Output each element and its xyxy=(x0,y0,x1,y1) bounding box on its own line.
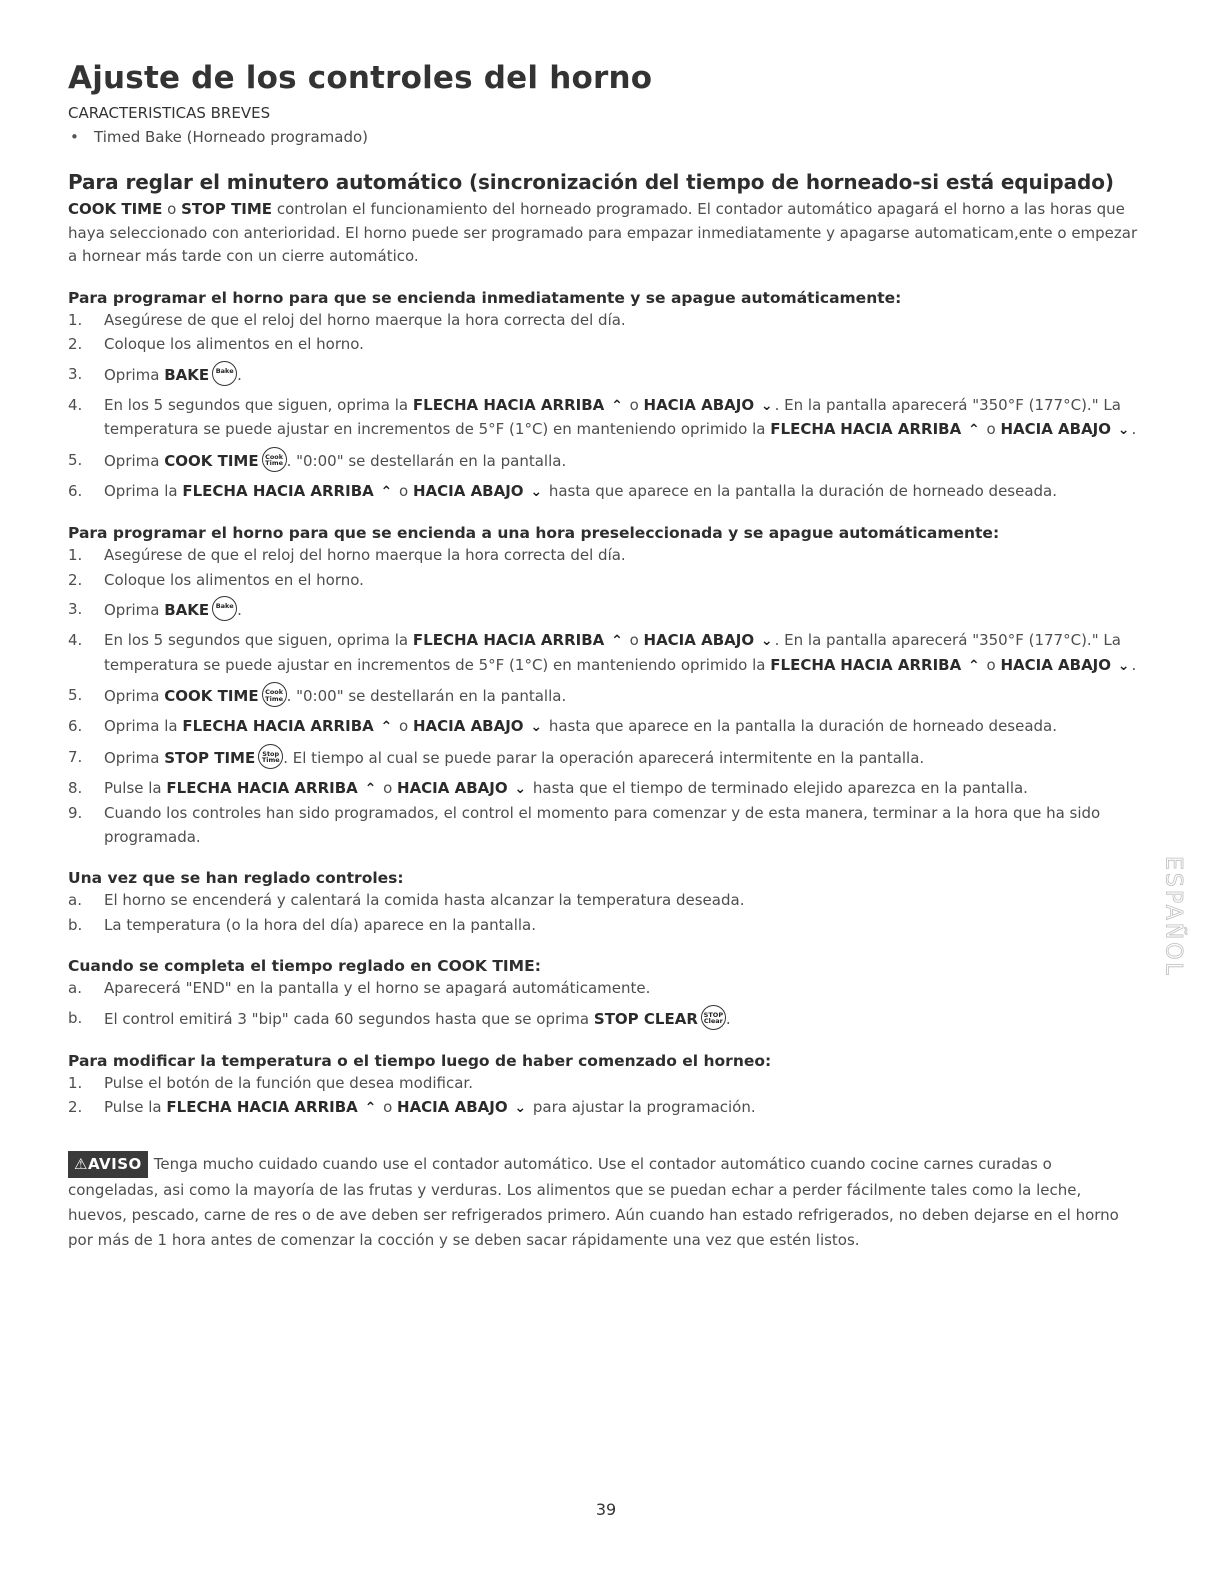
bake-button-icon: Bake xyxy=(212,361,237,386)
step: 2. Coloque los alimentos en el horno. xyxy=(68,335,364,353)
step: 5. Oprima COOK TIME Cook Time . "0:00" se destellarán en la pantalla. xyxy=(68,684,1138,709)
cook-time-button-icon: Cook Time xyxy=(262,447,287,472)
arrow-down-icon: ⌄ xyxy=(760,397,773,414)
step: 6. Oprima la FLECHA HACIA ARRIBA ⌃ o HACIA ABAJO ⌄ hasta que aparece en la pantalla la duración de horneado deseada. xyxy=(68,717,1058,735)
step: 6. Oprima la FLECHA HACIA ARRIBA ⌃ o HACIA ABAJO ⌄ hasta que aparece en la pantalla la duración de horneado deseada. xyxy=(68,481,1058,500)
arrow-up-icon: ⌃ xyxy=(380,719,393,735)
arrow-up-icon: ⌃ xyxy=(380,483,393,500)
arrow-down-icon: ⌄ xyxy=(760,633,773,649)
page-title: Ajuste de los controles del horno xyxy=(68,60,653,96)
step: a. El horno se encenderá y calentará la comida hasta alcanzar la temperatura deseada. xyxy=(68,891,745,909)
arrow-down-icon: ⌄ xyxy=(514,1100,527,1116)
stop-clear-button-icon: STOP Clear xyxy=(701,1005,726,1030)
features-list xyxy=(68,126,1138,148)
step: 4. En los 5 segundos que siguen, oprima la FLECHA HACIA ARRIBA ⌃ o HACIA ABAJO ⌄ . En la pantalla aparecerá "350°F (177°C)." La temperatura se puede ajustar en incrementos de 5°F (1°C) en manteniendo oprimido la FLECHA HACIA ARRIBA ⌃ o HACIA ABAJO ⌄ . xyxy=(68,631,1137,674)
proc2-heading: Para programar el horno para que se encienda a una hora preseleccionada y se apague automáticamente: xyxy=(68,524,1000,542)
step: 5. Oprima COOK TIME Cook Time . "0:00" se destellarán en la pantalla. xyxy=(68,449,1138,474)
arrow-up-icon: ⌃ xyxy=(967,422,980,438)
stop-time-button-icon: Stop Time xyxy=(258,744,283,769)
step: 1. Asegúrese de que el reloj del horno maerque la hora correcta del día. xyxy=(68,546,626,564)
step: b. La temperatura (o la hora del día) aparece en la pantalla. xyxy=(68,915,537,934)
proc1-steps xyxy=(68,309,1138,505)
language-side-tab: ESPAÑOL xyxy=(1160,856,1186,978)
step: a. Aparecerá "END" en la pantalla y el horno se apagará automáticamente. xyxy=(68,979,651,997)
modify-list xyxy=(68,1072,1138,1121)
warning-paragraph xyxy=(68,1151,1138,1253)
arrow-up-icon: ⌃ xyxy=(364,780,377,797)
step: 9. Cuando los controles han sido programados, el control el momento para comenzar y de esta manera, terminar a la hora que ha sido programada. xyxy=(68,804,1101,846)
modify-heading: Para modificar la temperatura o el tiempo luego de haber comenzado el horneo: xyxy=(68,1051,772,1070)
arrow-up-icon: ⌃ xyxy=(967,657,980,674)
cook-time-button-icon: Cook Time xyxy=(262,682,287,707)
warning-text: Tenga mucho cuidado cuando use el contador automático. Use el contador automático cuando cocine carnes curadas o congeladas, asi como la mayoría de las frutas y verduras. Los alimentos que se puedan echar a perder fácilmente tales como la leche, huevos, pescado, carne de res o de ave deben ser refrigerados primero. Aún cuando han estado refrigerados, no deben dejarse en el horno por más de 1 hora antes de comenzar la cocción y se deben sacar rápidamente una vez que estén listos. xyxy=(68,1154,1119,1249)
arrow-up-icon: ⌃ xyxy=(611,397,623,414)
complete-list xyxy=(68,977,1138,1032)
arrow-down-icon: ⌄ xyxy=(530,719,543,735)
arrow-up-icon: ⌃ xyxy=(364,1100,377,1116)
step: 2. Coloque los alimentos en el horno. xyxy=(68,570,364,589)
stop-time-label: STOP TIME xyxy=(181,200,273,218)
cook-time-label: COOK TIME xyxy=(68,200,163,218)
complete-heading: Cuando se completa el tiempo reglado en COOK TIME: xyxy=(68,957,541,975)
feature-item: • Timed Bake (Horneado programado) xyxy=(68,126,1138,148)
warning-badge: ⚠AVISO xyxy=(68,1151,148,1178)
arrow-down-icon: ⌄ xyxy=(530,483,543,500)
step: 4. En los 5 segundos que siguen, oprima la FLECHA HACIA ARRIBA ⌃ o HACIA ABAJO ⌄ . En la pantalla aparecerá "350°F (177°C)." La temperatura se puede ajustar en incrementos de 5°F (1°C) en manteniendo oprimido la FLECHA HACIA ARRIBA ⌃ o HACIA ABAJO ⌄ . xyxy=(68,395,1137,438)
features-heading: CARACTERISTICAS BREVES xyxy=(68,104,271,122)
arrow-down-icon: ⌄ xyxy=(514,780,527,797)
proc2-steps xyxy=(68,544,1138,849)
bake-button-icon: Bake xyxy=(212,596,237,621)
page-number: 39 xyxy=(595,1500,617,1519)
step: b. El control emitirá 3 "bip" cada 60 segundos hasta que se oprima STOP CLEAR STOP Clear . xyxy=(68,1007,1138,1032)
step: 7. Oprima STOP TIME Stop Time . El tiempo al cual se puede parar la operación aparecerá intermitente en la pantalla. xyxy=(68,746,1138,771)
step: 1. Pulse el botón de la función que desea modificar. xyxy=(68,1073,473,1092)
step: 2. Pulse la FLECHA HACIA ARRIBA ⌃ o HACIA ABAJO ⌄ para ajustar la programación. xyxy=(68,1098,756,1116)
once-list xyxy=(68,889,1138,937)
once-heading: Una vez que se han reglado controles: xyxy=(68,869,404,887)
arrow-up-icon: ⌃ xyxy=(611,633,623,649)
arrow-down-icon: ⌄ xyxy=(1117,422,1130,438)
section-intro: COOK TIME o STOP TIME controlan el funcionamiento del horneado programado. El contador automático apagará el horno a las horas que haya seleccionado con anterioridad. El horno puede ser programado para empazar inmediatamente y apagarse automaticam,ente o empezar a hornear más tarde con un cierre automático. xyxy=(68,200,1138,265)
step: 3. Oprima BAKE Bake . xyxy=(68,598,1138,623)
step: 1. Asegúrese de que el reloj del horno maerque la hora correcta del día. xyxy=(68,310,626,329)
step: 3. Oprima BAKE Bake . xyxy=(68,363,1138,388)
proc1-heading: Para programar el horno para que se encienda inmediatamente y se apague automáticamente: xyxy=(68,288,902,307)
arrow-down-icon: ⌄ xyxy=(1117,657,1130,674)
step: 8. Pulse la FLECHA HACIA ARRIBA ⌃ o HACIA ABAJO ⌄ hasta que el tiempo de terminado elejido aparezca en la pantalla. xyxy=(68,778,1028,797)
manual-page xyxy=(68,60,1138,1253)
section-heading: Para reglar el minutero automático (sincronización del tiempo de horneado-si está equipado) xyxy=(68,170,1114,194)
